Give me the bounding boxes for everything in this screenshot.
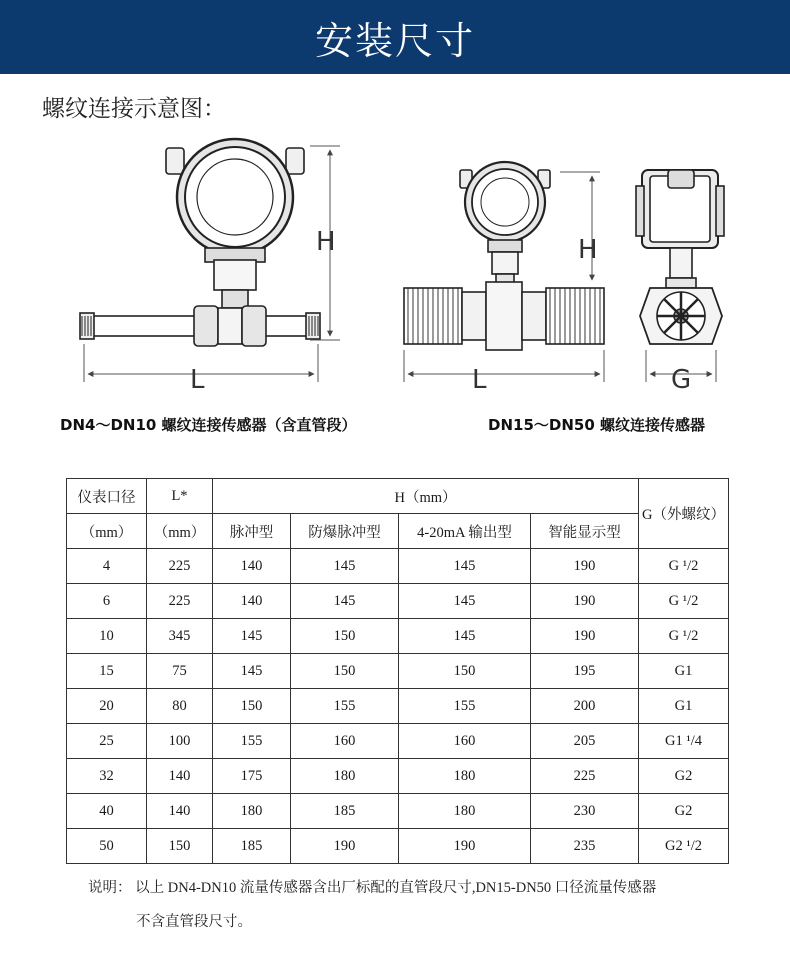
cell-g: G2	[639, 759, 729, 794]
header-l-2: （mm）	[147, 514, 213, 549]
caption-dn4-dn10: DN4～DN10 螺纹连接传感器（含直管段）	[60, 416, 357, 434]
cell-dn: 20	[67, 689, 147, 724]
label-l-left: L	[190, 365, 205, 395]
cell-h2: 155	[291, 689, 399, 724]
label-l-right: L	[472, 365, 487, 395]
drawing-side-view	[636, 170, 724, 344]
cell-h4: 200	[531, 689, 639, 724]
cell-h4: 230	[531, 794, 639, 829]
drawing-dn4-dn10	[80, 139, 320, 346]
header-h-smart-display: 智能显示型	[531, 514, 639, 549]
cell-h3: 145	[399, 619, 531, 654]
cell-h4: 225	[531, 759, 639, 794]
cell-h2: 150	[291, 619, 399, 654]
cell-g: G1	[639, 689, 729, 724]
cell-h1: 140	[213, 584, 291, 619]
cell-h2: 180	[291, 759, 399, 794]
cell-h3: 145	[399, 549, 531, 584]
cell-l: 140	[147, 759, 213, 794]
cell-dn: 40	[67, 794, 147, 829]
table-row	[67, 619, 729, 654]
note-line-1: 说明： 以上 DN4-DN10 流量传感器含出厂标配的直管段尺寸,DN15-DN50 口径流量传感器	[88, 880, 657, 896]
cell-h3: 180	[399, 759, 531, 794]
cell-g: G1	[639, 654, 729, 689]
header-l-1: L*	[147, 479, 213, 514]
note-line-2: 不含直管段尺寸。	[136, 914, 252, 930]
caption-dn15-dn50: DN15～DN50 螺纹连接传感器	[488, 416, 705, 434]
table-row	[67, 759, 729, 794]
cell-h3: 145	[399, 584, 531, 619]
cell-h4: 195	[531, 654, 639, 689]
cell-h2: 190	[291, 829, 399, 864]
cell-dn: 50	[67, 829, 147, 864]
cell-h3: 190	[399, 829, 531, 864]
cell-g: G ¹/2	[639, 584, 729, 619]
cell-h1: 145	[213, 619, 291, 654]
cell-dn: 6	[67, 584, 147, 619]
cell-g: G2	[639, 794, 729, 829]
section-subtitle: 螺纹连接示意图：	[42, 96, 226, 122]
header-g: G（外螺纹）	[639, 479, 729, 549]
cell-g: G ¹/2	[639, 619, 729, 654]
table-row	[67, 654, 729, 689]
cell-h3: 160	[399, 724, 531, 759]
header-h-pulse: 脉冲型	[213, 514, 291, 549]
table-row	[67, 724, 729, 759]
label-h-right: H	[578, 235, 598, 265]
cell-l: 225	[147, 584, 213, 619]
header-caliber-2: （mm）	[67, 514, 147, 549]
cell-h2: 150	[291, 654, 399, 689]
cell-h1: 180	[213, 794, 291, 829]
cell-l: 140	[147, 794, 213, 829]
installation-drawings	[0, 130, 790, 400]
cell-l: 80	[147, 689, 213, 724]
cell-h1: 140	[213, 549, 291, 584]
cell-h4: 190	[531, 584, 639, 619]
cell-l: 345	[147, 619, 213, 654]
cell-h2: 145	[291, 549, 399, 584]
header-h-explosion-proof: 防爆脉冲型	[291, 514, 399, 549]
table-row	[67, 794, 729, 829]
header-h-group: H（mm）	[213, 479, 639, 514]
table-row	[67, 829, 729, 864]
cell-h1: 155	[213, 724, 291, 759]
table-row	[67, 549, 729, 584]
cell-h4: 205	[531, 724, 639, 759]
cell-h1: 150	[213, 689, 291, 724]
cell-g: G ¹/2	[639, 549, 729, 584]
cell-h3: 155	[399, 689, 531, 724]
title-banner	[0, 0, 790, 74]
cell-h4: 190	[531, 549, 639, 584]
cell-h1: 175	[213, 759, 291, 794]
cell-h1: 185	[213, 829, 291, 864]
cell-dn: 10	[67, 619, 147, 654]
cell-l: 75	[147, 654, 213, 689]
table-row	[67, 584, 729, 619]
page-title: 安装尺寸	[314, 18, 475, 63]
cell-h3: 180	[399, 794, 531, 829]
header-h-4-20ma: 4-20mA 输出型	[399, 514, 531, 549]
cell-dn: 32	[67, 759, 147, 794]
dimension-table	[66, 478, 729, 864]
cell-h2: 185	[291, 794, 399, 829]
cell-l: 100	[147, 724, 213, 759]
label-g: G	[671, 365, 692, 395]
table-row	[67, 689, 729, 724]
cell-dn: 4	[67, 549, 147, 584]
cell-h2: 160	[291, 724, 399, 759]
header-caliber-1: 仪表口径	[67, 479, 147, 514]
drawing-dn15-dn50	[404, 162, 604, 350]
cell-g: G1 ¹/4	[639, 724, 729, 759]
cell-l: 150	[147, 829, 213, 864]
cell-dn: 15	[67, 654, 147, 689]
cell-dn: 25	[67, 724, 147, 759]
cell-h4: 190	[531, 619, 639, 654]
label-h-left: H	[316, 227, 336, 257]
cell-h4: 235	[531, 829, 639, 864]
cell-l: 225	[147, 549, 213, 584]
cell-g: G2 ¹/2	[639, 829, 729, 864]
cell-h3: 150	[399, 654, 531, 689]
cell-h1: 145	[213, 654, 291, 689]
cell-h2: 145	[291, 584, 399, 619]
